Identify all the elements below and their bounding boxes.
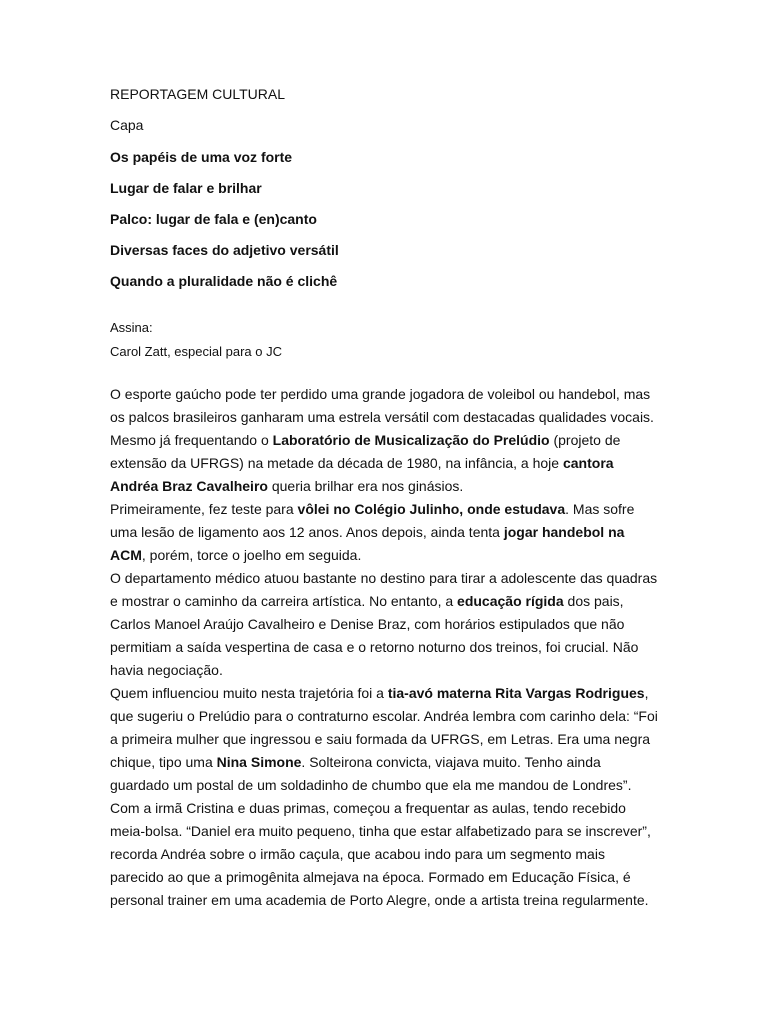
text-run: O esporte gaúcho pode ter perdido uma grande jogadora de voleibol ou handebol, mas os palcos brasileiros ganharam uma estrela versátil com destacadas qualidades vocais. Mesmo já frequentando o: [110, 386, 654, 448]
text-run: queria brilhar era nos ginásios.: [267, 478, 464, 494]
text-run: , que sugeriu o Prelúdio para o contraturno escolar. Andréa lembra com carinho dela: “Foi a primeira mulher que ingressou e saiu formada da UFRGS, em Letras. Era uma negra chique, tipo uma: [110, 685, 658, 770]
article-paragraph: [110, 383, 662, 498]
headline-option: Diversas faces do adjetivo versátil: [110, 242, 339, 258]
text-run: . Mas sofre uma lesão de ligamento aos 12 anos. Anos depois, ainda tenta: [110, 501, 635, 540]
bold-text-run: cantora Andréa Braz Cavalheiro: [110, 455, 614, 494]
section-label: REPORTAGEM CULTURAL: [110, 86, 286, 102]
text-run: . Solteirona convicta, viajava muito. Tenho ainda guardado um postal de um soldadinho de chumbo que ela me mandou de Londres”.: [110, 754, 632, 793]
article-paragraph: [110, 682, 662, 797]
article-paragraph: [110, 797, 662, 912]
text-run: Quem influenciou muito nesta trajetória foi a: [110, 685, 388, 701]
article-paragraph: [110, 498, 662, 567]
text-run: O departamento médico atuou bastante no destino para tirar a adolescente das quadras e mostrar o caminho da carreira artística. No entanto, a: [110, 570, 658, 609]
text-run: (projeto de extensão da UFRGS) na metade da década de 1980, na infância, a hoje: [110, 432, 621, 471]
bold-text-run: Laboratório de Musicalização do Prelúdio: [272, 432, 550, 448]
text-run: Com a irmã Cristina e duas primas, começou a frequentar as aulas, tendo recebido meia-bolsa. “Daniel era muito pequeno, tinha que estar alfabetizado para se inscrever”, recorda Andréa sobre o irmão caçula, que acabou indo para um segmento mais parecido ao que a primogênita almejava na época. Formado em Educação Física, é personal trainer em uma academia de Porto Alegre, onde a artista treina regularmente.: [110, 800, 651, 908]
article-body: [110, 383, 662, 912]
bold-text-run: tia-avó materna Rita Vargas Rodrigues: [387, 685, 645, 701]
byline: Carol Zatt, especial para o JC: [110, 344, 282, 359]
headline-option: Palco: lugar de fala e (en)canto: [110, 211, 317, 227]
bold-text-run: jogar handebol na ACM: [110, 524, 625, 563]
article-paragraph: [110, 567, 662, 682]
cover-label: Capa: [110, 117, 144, 133]
bold-text-run: Nina Simone: [216, 754, 302, 770]
bold-text-run: vôlei no Colégio Julinho, onde estudava: [297, 501, 566, 517]
text-run: dos pais, Carlos Manoel Araújo Cavalheiro e Denise Braz, com horários estipulados que não permitiam a saída vespertina de casa e o retorno noturno dos treinos, foi crucial. Não havia negociação.: [110, 593, 639, 678]
byline-label: Assina:: [110, 320, 153, 335]
headline-option: Os papéis de uma voz forte: [110, 149, 293, 165]
headline-option: Lugar de falar e brilhar: [110, 180, 262, 196]
headline-option: Quando a pluralidade não é clichê: [110, 273, 338, 289]
text-run: Primeiramente, fez teste para: [110, 501, 298, 517]
bold-text-run: educação rígida: [457, 593, 564, 609]
text-run: , porém, torce o joelho em seguida.: [141, 547, 362, 563]
